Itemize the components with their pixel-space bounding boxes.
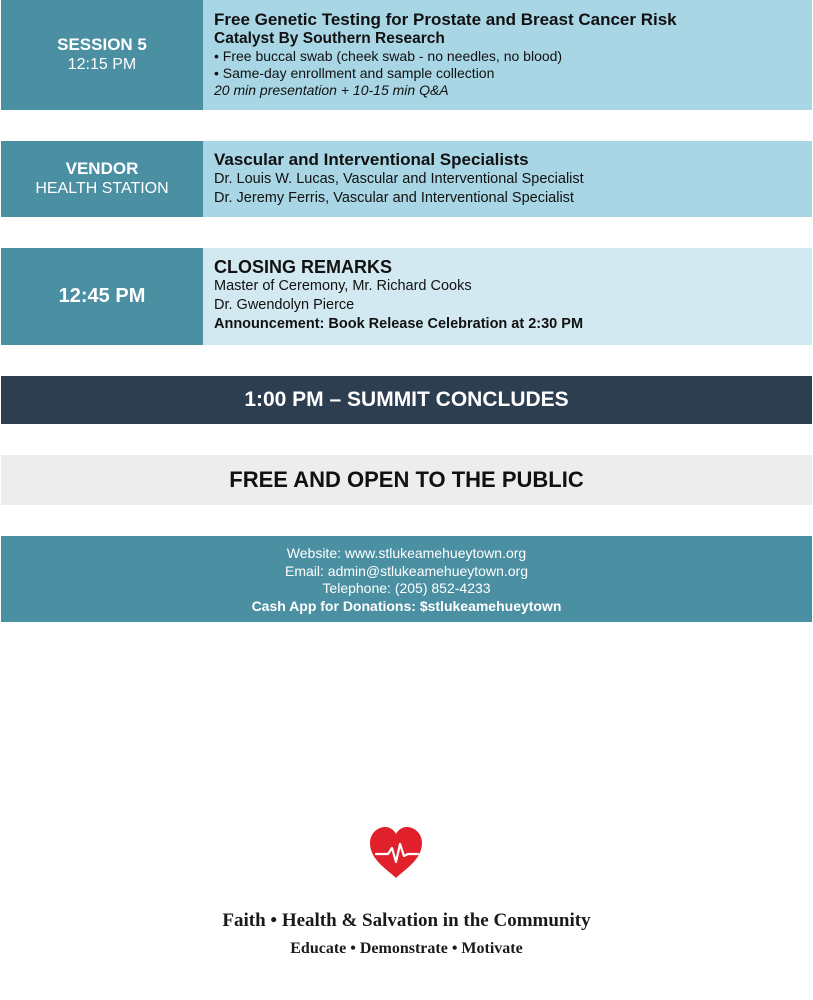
vendor-title: Vascular and Interventional Specialists [214, 150, 529, 169]
footer-tagline: Faith • Health & Salvation in the Community [222, 910, 591, 931]
contact-telephone: Telephone: (205) 852-4233 [322, 580, 491, 596]
closing-block [1, 248, 812, 345]
contact-info [1, 536, 812, 622]
contact-email[interactable]: Email: admin@stlukeamehueytown.org [285, 562, 528, 579]
contact-cashapp: Cash App for Donations: $stlukeamehueytown [251, 597, 562, 614]
session-bullet: • Free buccal swab (cheek swab - no needles, no blood) [214, 48, 563, 64]
summit-concludes-banner: 1:00 PM – SUMMIT CONCLUDES [1, 376, 812, 424]
vendor-line: Dr. Louis W. Lucas, Vascular and Interventional Specialist [214, 171, 584, 187]
contact-website[interactable]: Website: www.stlukeamehueytown.org [286, 545, 527, 561]
vendor-line: Dr. Jeremy Ferris, Vascular and Interventional Specialist [214, 190, 574, 206]
session-5-block [1, 0, 812, 110]
vendor-label-cell [1, 141, 203, 217]
session-5-details [203, 0, 812, 110]
session-title: Free Genetic Testing for Prostate and Breast Cancer Risk [214, 10, 677, 29]
closing-line: Dr. Gwendolyn Pierce [214, 297, 355, 313]
vendor-block [1, 141, 812, 217]
vendor-label: VENDOR [65, 159, 139, 178]
closing-title: CLOSING REMARKS [214, 257, 393, 277]
heart-pulse-icon [368, 826, 424, 880]
vendor-sublabel: HEALTH STATION [35, 180, 169, 197]
closing-details [203, 248, 812, 345]
session-bullet: • Same-day enrollment and sample collection [214, 65, 495, 81]
closing-time: 12:45 PM [58, 285, 146, 307]
session-5-label-cell [1, 0, 203, 110]
free-public-banner: FREE AND OPEN TO THE PUBLIC [1, 455, 812, 505]
closing-time-cell [1, 248, 203, 345]
session-note: 20 min presentation + 10-15 min Q&A [214, 82, 449, 98]
closing-line: Master of Ceremony, Mr. Richard Cooks [214, 278, 472, 294]
session-label: SESSION 5 [57, 35, 147, 54]
closing-announcement: Announcement: Book Release Celebration at 2:30 PM [214, 316, 584, 332]
footer-motto: Educate • Demonstrate • Motivate [290, 940, 523, 957]
vendor-details [203, 141, 812, 217]
session-time: 12:15 PM [67, 56, 137, 73]
session-subtitle: Catalyst By Southern Research [214, 30, 445, 47]
